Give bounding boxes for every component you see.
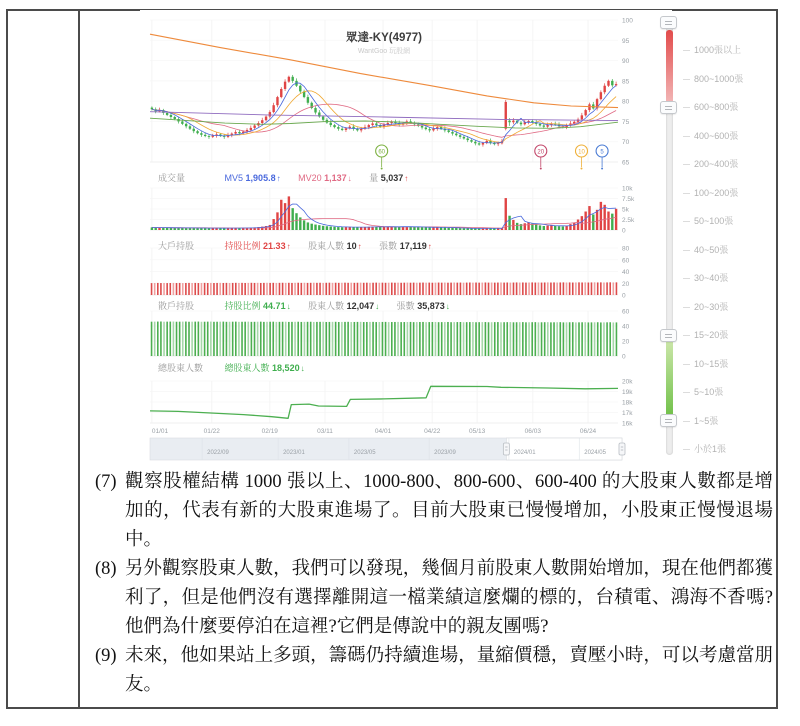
slider-tick [683, 421, 690, 422]
svg-text:2023/05: 2023/05 [353, 450, 376, 456]
note-9 [95, 642, 773, 700]
slider-tick [683, 307, 690, 308]
navigator-handle[interactable] [503, 443, 509, 455]
svg-text:80: 80 [622, 98, 630, 106]
svg-text:2023/09: 2023/09 [434, 450, 456, 456]
analysis-notes [95, 468, 773, 700]
retail-holders-stats-row [158, 299, 465, 312]
note-8 [95, 555, 773, 642]
svg-text:60: 60 [622, 257, 630, 265]
svg-text:40: 40 [622, 323, 630, 331]
svg-text:04/01: 04/01 [374, 428, 392, 435]
slider-label: 600~800張 [694, 102, 739, 113]
svg-text:2024/05: 2024/05 [584, 450, 606, 456]
pane-name-total-holders: 總股東人數 [158, 363, 204, 373]
retail-holders-count-stat: 股東人數 12,047↓ [308, 301, 380, 311]
slider-label: 30~40張 [694, 273, 729, 284]
svg-text:04/22: 04/22 [424, 428, 441, 435]
svg-text:2.5k: 2.5k [622, 217, 635, 224]
svg-text:90: 90 [622, 58, 630, 66]
note-number: (8) [95, 559, 117, 579]
slider-label: 小於1張 [694, 444, 727, 455]
svg-text:01/22: 01/22 [203, 428, 220, 435]
slider-label: 15~20張 [694, 330, 729, 341]
big-holders-count-stat: 股東人數 10↑ [308, 241, 362, 251]
note-7 [95, 468, 773, 555]
svg-text:05/13: 05/13 [468, 428, 486, 435]
slider-tick [683, 250, 690, 251]
svg-text:65: 65 [622, 159, 630, 167]
table-column-divider [78, 9, 80, 709]
svg-text:85: 85 [622, 78, 630, 86]
note-number: (9) [95, 646, 117, 666]
big-ratio-stat: 持股比例 21.33↑ [224, 241, 291, 251]
slider-tick [683, 392, 690, 393]
svg-text:60: 60 [378, 149, 386, 156]
slider-tick [683, 136, 690, 137]
volume-stats-row [158, 171, 423, 184]
note-text: 觀察股權結構 1000 張以上、1000-800、800-600、600-400 的大股東人數都是增加的，代表有新的大股東進場了。目前大股東已慢慢增加，小股東正慢慢退場中。 [125, 472, 773, 550]
slider-label: 1000張以上 [694, 45, 742, 56]
svg-text:2022/09: 2022/09 [207, 450, 229, 456]
range-slider-handle[interactable] [660, 16, 677, 29]
ma-marker-60[interactable] [376, 145, 388, 170]
big-holders-stats-row [158, 239, 447, 252]
slider-tick [683, 164, 690, 165]
pane-name-retail: 散戶持股 [158, 301, 195, 311]
svg-text:20: 20 [622, 338, 630, 346]
slider-tick [683, 79, 690, 80]
stock-chart-panel [140, 10, 672, 468]
svg-text:06/03: 06/03 [524, 428, 541, 435]
svg-text:02/19: 02/19 [261, 428, 278, 435]
volume-value-stat: 量 5,037↑ [369, 173, 409, 183]
range-slider-handle[interactable] [660, 414, 677, 427]
svg-text:0: 0 [622, 353, 626, 361]
slider-label: 10~15張 [694, 358, 729, 369]
svg-text:10: 10 [578, 149, 585, 156]
slider-label: 100~200張 [694, 187, 739, 198]
slider-label: 200~400張 [694, 159, 739, 170]
big-sheets-stat: 張數 17,119↑ [379, 241, 432, 251]
svg-text:40: 40 [622, 269, 630, 276]
ma-marker-10[interactable] [575, 145, 587, 170]
range-slider-handle[interactable] [660, 329, 677, 342]
slider-tick [683, 278, 690, 279]
slider-green-range [666, 335, 673, 420]
mv20-stat: MV20 1,137↓ [298, 173, 352, 183]
slider-label: 800~1000張 [694, 73, 744, 84]
svg-text:0: 0 [622, 292, 626, 300]
holding-range-slider [656, 10, 766, 465]
slider-tick [683, 50, 690, 51]
svg-text:2024/01: 2024/01 [513, 450, 536, 456]
note-text: 另外觀察股東人數，我們可以發現，幾個月前股東人數開始增加，現在他們都獲利了，但是他們沒有選擇離開這一檔業績這麼爛的標的，台積電、鴻海不香嗎?他們為什麼要停泊在這裡?它們是傳說中的親友團嗎? [125, 559, 773, 637]
ma-marker-5[interactable] [596, 145, 608, 170]
svg-text:100: 100 [622, 17, 633, 25]
slider-tick [683, 364, 690, 365]
range-slider-handle[interactable] [660, 101, 677, 114]
navigator-handle[interactable] [619, 443, 625, 455]
svg-text:95: 95 [622, 37, 630, 45]
svg-text:06/24: 06/24 [579, 428, 597, 435]
retail-ratio-stat: 持股比例 44.71↓ [224, 301, 291, 311]
slider-label: 400~600張 [694, 130, 739, 141]
svg-text:19k: 19k [622, 389, 633, 396]
slider-label: 1~5張 [694, 415, 719, 426]
svg-text:18k: 18k [622, 399, 633, 407]
svg-text:75: 75 [622, 118, 630, 126]
slider-tick [683, 193, 690, 194]
svg-text:WantGoo 玩股網: WantGoo 玩股網 [357, 48, 411, 55]
svg-text:10k: 10k [622, 185, 633, 193]
svg-text:01/01: 01/01 [151, 428, 169, 435]
pane-name-big-holders: 大戶持股 [158, 241, 195, 251]
svg-text:0: 0 [622, 227, 626, 235]
note-text: 未來，他如果站上多頭，籌碼仍持續進場，量縮價穩，賣壓小時，可以考慮當朋友。 [125, 646, 773, 695]
slider-tick [683, 221, 690, 222]
svg-text:20: 20 [537, 149, 545, 156]
slider-tick [683, 335, 690, 336]
svg-text:5: 5 [600, 149, 604, 156]
slider-label: 20~30張 [694, 301, 729, 312]
svg-text:5k: 5k [622, 206, 629, 214]
note-number: (7) [95, 472, 117, 492]
navigator-selected-range[interactable] [506, 438, 622, 460]
svg-text:70: 70 [622, 139, 630, 147]
svg-text:20: 20 [622, 280, 630, 288]
pane-name-volume: 成交量 [158, 173, 186, 183]
svg-text:16k: 16k [622, 420, 633, 428]
slider-label: 5~10張 [694, 387, 724, 398]
slider-label: 50~100張 [694, 216, 734, 227]
ma-marker-20[interactable] [535, 145, 547, 170]
slider-label: 40~50張 [694, 244, 729, 255]
total-holders-stats-row [158, 361, 320, 374]
svg-text:03/11: 03/11 [317, 428, 333, 435]
svg-text:80: 80 [622, 245, 630, 253]
total-holders-stat: 總股東人數 18,520↓ [224, 363, 305, 373]
svg-text:17k: 17k [622, 410, 633, 417]
slider-tick [683, 107, 690, 108]
svg-text:60: 60 [622, 308, 630, 316]
retail-sheets-stat: 張數 35,873↓ [396, 301, 450, 311]
svg-text:眾達-KY(4977): 眾達-KY(4977) [345, 32, 423, 44]
svg-text:2023/01: 2023/01 [283, 450, 305, 456]
mv5-stat: MV5 1,905.8↑ [224, 173, 281, 183]
slider-red-range [666, 30, 673, 107]
svg-text:7.5k: 7.5k [622, 196, 635, 203]
slider-tick [683, 449, 690, 450]
svg-text:20k: 20k [622, 378, 633, 386]
